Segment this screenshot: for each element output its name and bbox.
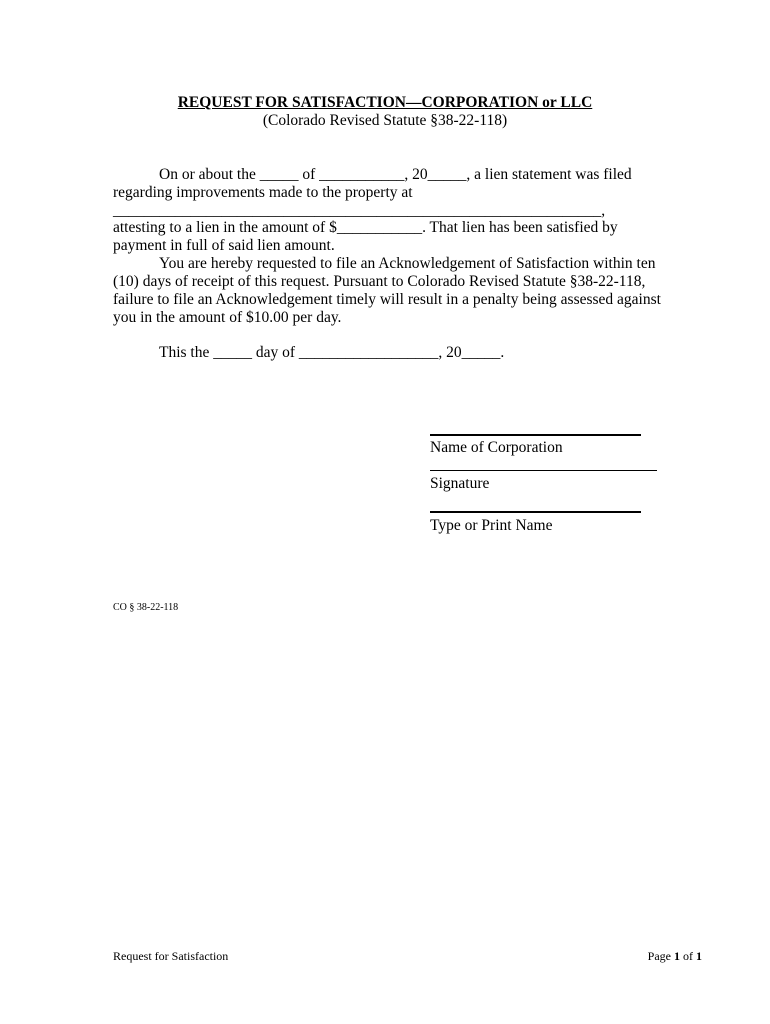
body-line-5: payment in full of said lien amount. xyxy=(113,237,335,254)
page-current: 1 xyxy=(674,949,680,963)
body-line-1: On or about the _____ of ___________, 20_____, a lien statement was filed xyxy=(159,166,632,183)
document-subtitle: (Colorado Revised Statute §38-22-118) xyxy=(262,112,508,129)
body-line-9: you in the amount of $10.00 per day. xyxy=(113,309,342,326)
document-title: REQUEST FOR SATISFACTION—CORPORATION or LLC xyxy=(177,94,593,111)
page-separator: of xyxy=(680,949,696,963)
signature-label: Signature xyxy=(430,475,490,492)
print-name-rule xyxy=(430,511,641,513)
body-line-3: _______________________________________________________________, xyxy=(113,202,606,219)
body-line-7: (10) days of receipt of this request. Pursuant to Colorado Revised Statute §38-22-118, xyxy=(113,273,646,290)
type-or-print-name-label: Type or Print Name xyxy=(430,517,553,534)
signature-rule xyxy=(430,470,657,471)
name-signature-rule xyxy=(430,434,641,436)
page-total: 1 xyxy=(696,949,702,963)
body-line-8: failure to file an Acknowledgement timely will result in a penalty being assessed against xyxy=(113,291,661,308)
body-line-4: attesting to a lien in the amount of $___________. That lien has been satisfied by xyxy=(113,219,618,236)
name-of-corporation-label: Name of Corporation xyxy=(430,439,563,456)
dated-line: This the _____ day of __________________, 20_____. xyxy=(159,344,505,361)
statute-reference: CO § 38-22-118 xyxy=(113,602,179,613)
footer-page-number xyxy=(648,949,702,963)
page-prefix: Page xyxy=(647,949,674,963)
body-line-6: You are hereby requested to file an Acknowledgement of Satisfaction within ten xyxy=(159,255,656,272)
body-line-2: regarding improvements made to the property at xyxy=(113,184,413,201)
footer-document-name: Request for Satisfaction xyxy=(113,949,229,963)
